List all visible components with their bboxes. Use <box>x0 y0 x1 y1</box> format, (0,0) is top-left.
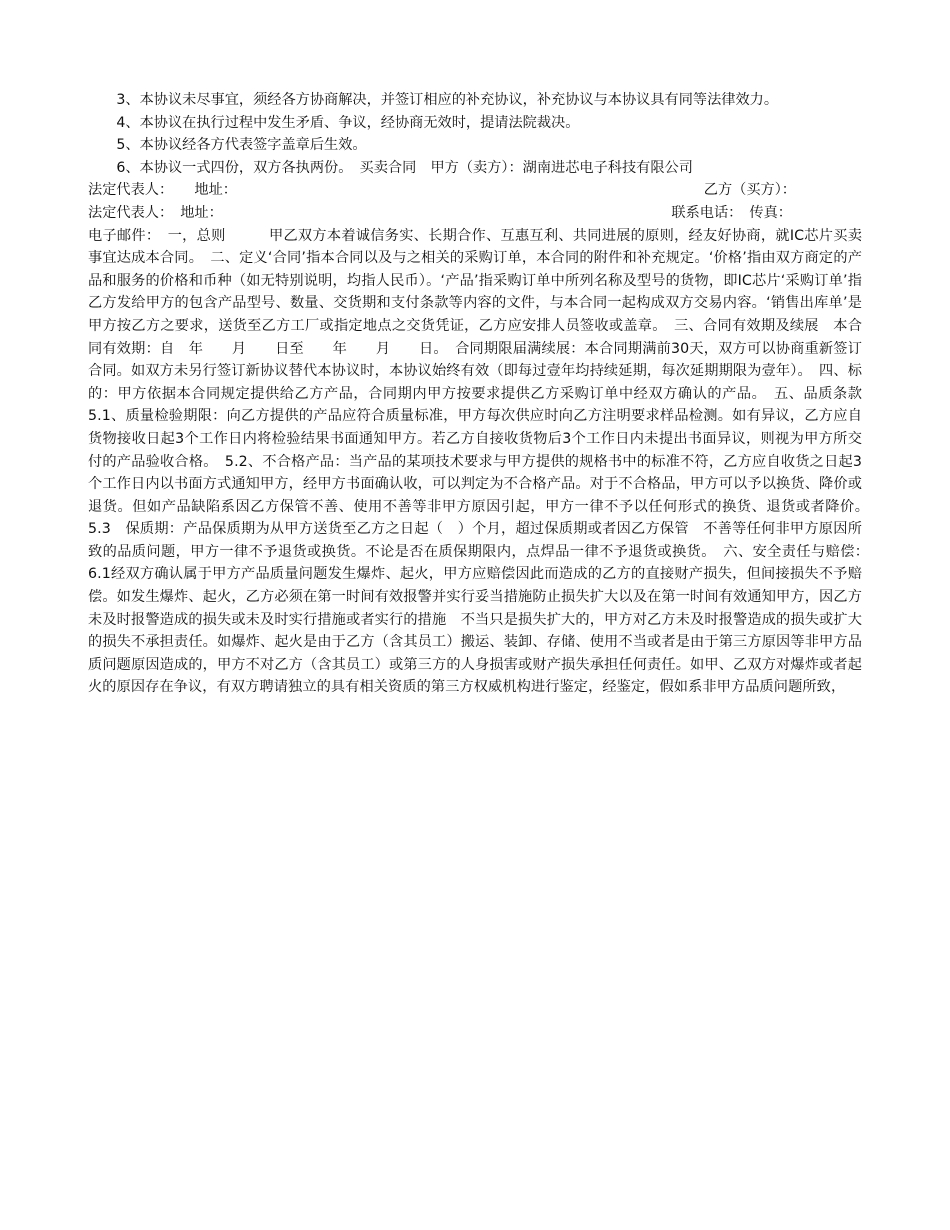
party-a-representative-address: 法定代表人： 地址： <box>88 182 237 199</box>
clause-5: 5、本协议经各方代表签字盖章后生效。 <box>116 137 367 154</box>
party-b-label: 乙方（买方）： <box>703 182 796 199</box>
contract-body: 电子邮件： 一，总则 甲乙双方本着诚信务实、长期合作、互惠互利、共同进展的原则，经友好协商，就IC芯片买卖事宜达成本合同。 二、定义‘合同’指本合同以及与之相关的采购订单，本合同的附件和补充规定。‘价格’指由双方商定的产品和服务的价格和币种（如无特别说明，均指人民币）。‘产品’指采购订单中所列名称及型号的货物，即IC芯片‘采购订单’指乙方发给甲方的包含产品型号、数量、交货期和支付条款等内容的文件，与本合同一起构成双方交易内容。‘销售出库单’是甲方按乙方之要求，送货至乙方工厂或指定地点之交货凭证，乙方应安排人员签收或盖章。 三、合同有效期及续展 本合同有效期：自 年 月 日至 年 月 日。 合同期限届满续展：本合同期满前30天，双方可以协商重新签订合同。如双方未另行签订新协议替代本协议时，本协议始终有效（即每过壹年均持续延期，每次延期期限为壹年）。 四、标的：甲方依据本合同规定提供给乙方产品，合同期内甲方按要求提供乙方采购订单中经双方确认的产品。 五、品质条款 5.1、质量检验期限：向乙方提供的产品应符合质量标准，甲方每次供应时向乙方注明要求样品检测。如有异议，乙方应自货物接收日起3个工作日内将检验结果书面通知甲方。若乙方自接收货物后3个工作日内未提出书面异议，则视为甲方所交付的产品验收合格。 5.2、不合格产品：当产品的某项技术要求与甲方提供的规格书中的标准不符，乙方应自收货之日起3个工作日内以书面方式通知甲方，经甲方书面确认收，可以判定为不合格产品。对于不合格品，甲方可以予以换货、降价或退货。但如产品缺陷系因乙方保管不善、使用不善等非甲方原因引起，甲方一律不予以任何形式的换货、退货或者降价。 5.3 保质期：产品保质期为从甲方送货至乙方之日起（ ）个月，超过保质期或者因乙方保管 不善等任何非甲方原因所致的品质问题，甲方一律不予退货或换货。不论是否在质保期限内，点焊品一律不予退货或换货。 六、安全责任与赔偿： 6.1经双方确认属于甲方产品质量问题发生爆炸、起火，甲方应赔偿因此而造成的乙方的直接财产损失，但间接损失不予赔偿。如发生爆炸、起火，乙方必须在第一时间有效报警并实行妥当措施防止损失扩大以及在第一时间有效通知甲方，因乙方未及时报警造成的损失或未及时实行措施或者实行的措施 不当只是损失扩大的，甲方对乙方未及时报警造成的损失或扩大的损失不承担责任。如爆炸、起火是由于乙方（含其员工）搬运、装卸、存储、使用不当或者是由于第三方原因等非甲方品质问题原因造成的，甲方不对乙方（含其员工）或第三方的人身损害或财产损失承担任何责任。如甲、乙双方对爆炸或者起火的原因存在争议，有双方聘请独立的具有相关资质的第三方权威机构进行鉴定，经鉴定，假如系非甲方品质问题所致， <box>88 227 881 696</box>
contract-page <box>88 89 881 699</box>
contact-phone-fax: 联系电话： 传真： <box>671 204 792 221</box>
clause-4: 4、本协议在执行过程中发生矛盾、争议，经协商无效时，提请法院裁决。 <box>116 114 580 131</box>
clause-6-and-contract-header: 6、本协议一式四份，双方各执两份。 买卖合同 甲方（卖方）：湖南进芯电子科技有限公司 <box>116 159 693 176</box>
party-b-representative-address: 法定代表人： 地址： <box>88 204 223 221</box>
party-line-2 <box>88 202 862 225</box>
clause-3: 3、本协议未尽事宜，须经各方协商解决，并签订相应的补充协议，补充协议与本协议具有同等法律效力。 <box>116 92 779 108</box>
party-line-1 <box>88 179 862 202</box>
